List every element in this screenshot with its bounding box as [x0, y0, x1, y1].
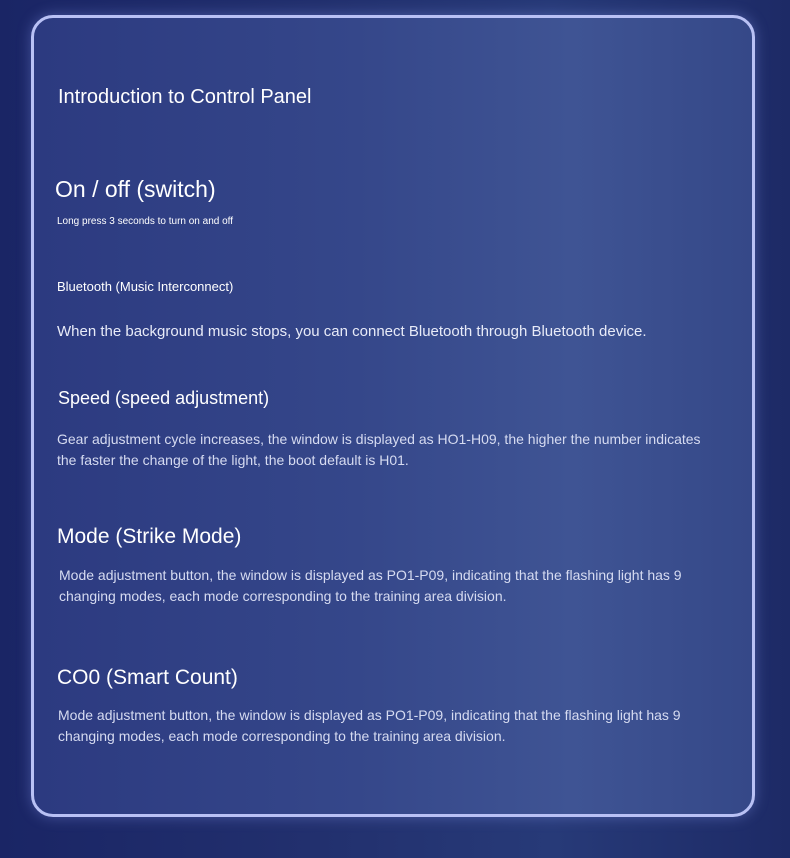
onoff-description: Long press 3 seconds to turn on and off: [57, 216, 234, 227]
speed-heading: Speed (speed adjustment): [58, 388, 270, 408]
bluetooth-description: When the background music stops, you can connect Bluetooth through Bluetooth device.: [57, 323, 647, 340]
bluetooth-heading: Bluetooth (Music Interconnect): [57, 279, 234, 294]
smart-count-heading: CO0 (Smart Count): [57, 666, 238, 689]
smart-count-description: Mode adjustment button, the window is displayed as PO1-P09, indicating that the flashing light has 9 changing modes, each mode corresponding to the training area division.: [58, 707, 681, 744]
control-panel-card: [31, 15, 755, 817]
onoff-heading: On / off (switch): [55, 176, 216, 202]
speed-description: Gear adjustment cycle increases, the window is displayed as HO1-H09, the higher the number indicates the faster the change of the light, the boot default is H01.: [57, 431, 701, 468]
mode-description: Mode adjustment button, the window is displayed as PO1-P09, indicating that the flashing light has 9 changing modes, each mode corresponding to the training area division.: [59, 567, 682, 604]
mode-heading: Mode (Strike Mode): [57, 525, 242, 548]
panel-title: Introduction to Control Panel: [58, 86, 312, 108]
